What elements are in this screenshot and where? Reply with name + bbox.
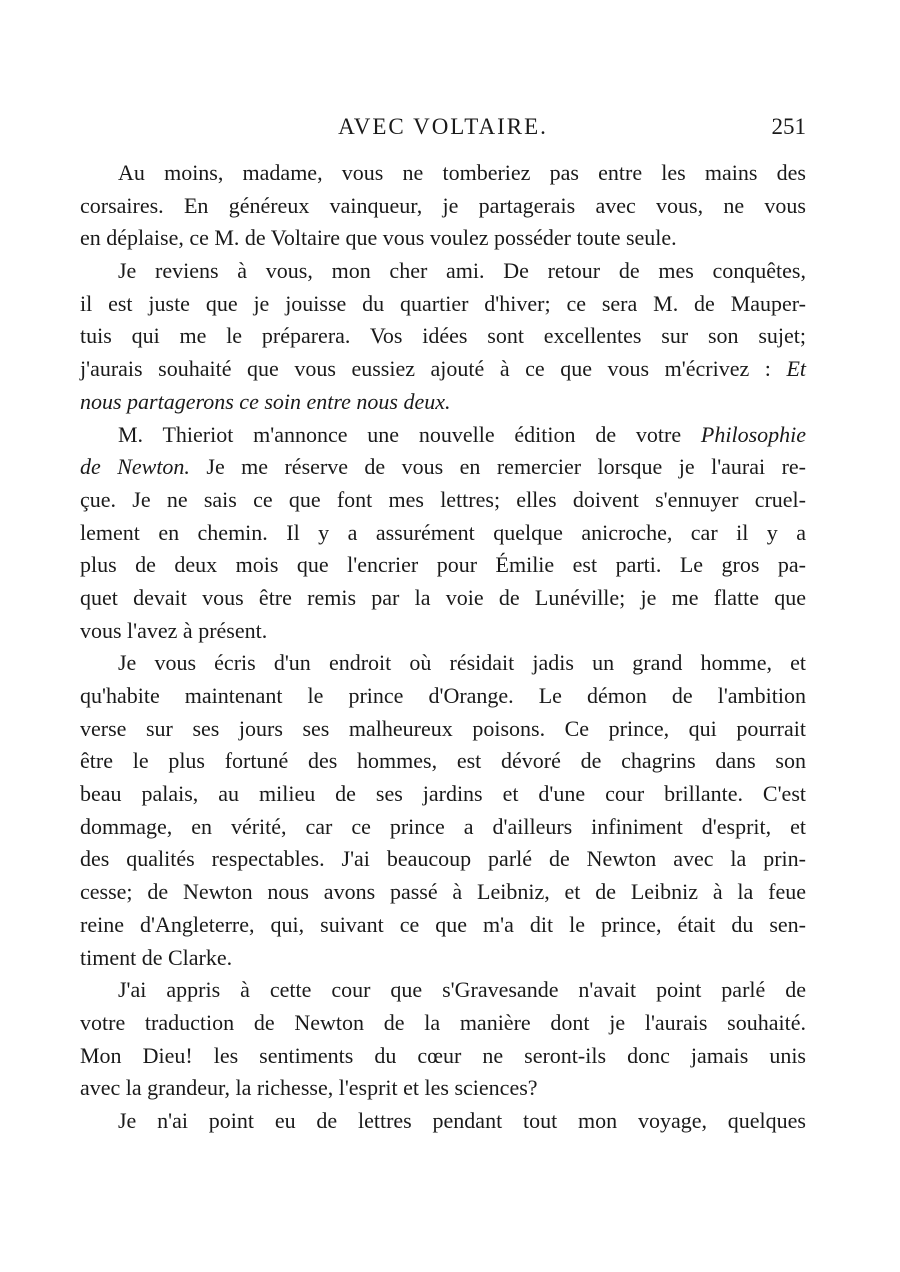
text-line: en déplaise, ce M. de Voltaire que vous voulez posséder toute seule.: [80, 225, 677, 251]
paragraph: [80, 157, 806, 255]
text-line: qu'habite maintenant le prince d'Orange. Le démon de l'ambition: [80, 683, 806, 708]
text-line: lement en chemin. Il y a assurément quelque anicroche, car il y a: [80, 519, 806, 545]
text-line: il est juste que je jouisse du quartier d'hiver; ce sera M. de Mauper-: [80, 290, 806, 316]
paragraph: [80, 419, 806, 648]
italic-segment: Philosophie: [700, 421, 807, 447]
paragraph: [80, 1105, 806, 1138]
text-line: çue. Je ne sais ce que font mes lettres; elles doivent s'ennuyer cruel-: [80, 486, 806, 512]
text-line: timent de Clarke.: [80, 944, 233, 970]
italic-segment: nous partagerons ce soin entre nous deux.: [80, 388, 451, 414]
text-line: Au moins, madame, vous ne tomberiez pas entre les mains des: [118, 160, 806, 185]
italic-segment: de Newton.: [80, 454, 190, 480]
text-line: reine d'Angleterre, qui, suivant ce que m'a dit le prince, était du sen-: [80, 911, 806, 937]
text-line: [80, 386, 806, 419]
body-text: [80, 157, 806, 1138]
text-line: tuis qui me le préparera. Vos idées sont excellentes sur son sujet;: [80, 323, 806, 349]
text-line: [80, 353, 806, 386]
text-line: Je reviens à vous, mon cher ami. De retour de mes conquêtes,: [118, 258, 806, 284]
paragraph: [80, 647, 806, 974]
paragraph: [80, 974, 806, 1105]
text-line: beau palais, au milieu de ses jardins et d'une cour brillante. C'est: [80, 781, 806, 807]
text-segment: M. Thieriot m'annonce une nouvelle édition de votre: [118, 421, 682, 447]
text-line: quet devait vous être remis par la voie de Lunéville; je me flatte que: [80, 584, 806, 610]
text-line: des qualités respectables. J'ai beaucoup parlé de Newton avec la prin-: [80, 846, 806, 872]
text-line: corsaires. En généreux vainqueur, je partagerais avec vous, ne vous: [80, 192, 806, 218]
text-line: verse sur ses jours ses malheureux poisons. Ce prince, qui pourrait: [80, 715, 806, 741]
text-line: Mon Dieu! les sentiments du cœur ne seront-ils donc jamais unis: [80, 1042, 806, 1068]
text-line: avec la grandeur, la richesse, l'esprit et les sciences?: [80, 1075, 538, 1101]
text-line: J'ai appris à cette cour que s'Gravesande n'avait point parlé de: [118, 977, 806, 1003]
text-line: votre traduction de Newton de la manière dont je l'aurais souhaité.: [80, 1009, 806, 1035]
running-title: AVEC VOLTAIRE.: [338, 114, 548, 139]
text-line: Je vous écris d'un endroit où résidait jadis un grand homme, et: [118, 650, 806, 676]
text-segment: Je me réserve de vous en remercier lorsque je l'aurai re-: [189, 454, 806, 480]
page-number: 251: [771, 114, 806, 139]
page-header: [80, 112, 806, 146]
text-line: Je n'ai point eu de lettres pendant tout mon voyage, quelques: [118, 1107, 806, 1133]
text-line: vous l'avez à présent.: [80, 617, 268, 643]
paragraph: [80, 255, 806, 418]
text-line: [80, 451, 806, 484]
text-line: être le plus fortuné des hommes, est dévoré de chagrins dans son: [80, 748, 806, 774]
text-line: plus de deux mois que l'encrier pour Émilie est parti. Le gros pa-: [80, 552, 806, 578]
italic-segment: Et: [786, 356, 807, 382]
text-line: cesse; de Newton nous avons passé à Leibniz, et de Leibniz à la feue: [80, 879, 806, 905]
text-segment: j'aurais souhaité que vous eussiez ajouté à ce que vous m'écrivez :: [80, 356, 771, 382]
text-line: [80, 419, 806, 452]
text-line: dommage, en vérité, car ce prince a d'ailleurs infiniment d'esprit, et: [80, 813, 806, 839]
